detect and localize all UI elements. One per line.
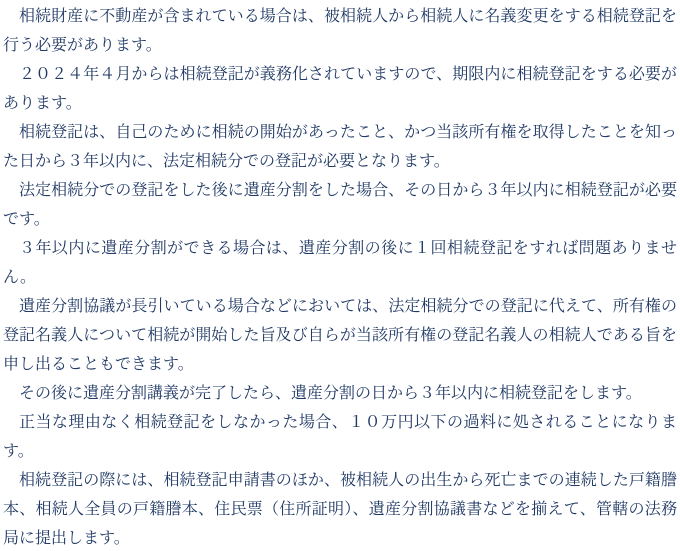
- paragraph: その後に遺産分割講義が完了したら、遺産分割の日から３年以内に相続登記をします。: [19, 385, 642, 402]
- paragraph: ２０２４年４月からは相続登記が義務化されていますので、期限内に相続登記をする必要があります。: [3, 66, 677, 112]
- paragraph: 相続登記の際には、相続登記申請書のほか、被相続人の出生から死亡までの連続した戸籍謄本、相続人全員の戸籍謄本、住民票（住所証明）、遺産分割協議書などを揃えて、管轄の法務局に提出します。: [3, 472, 677, 547]
- paragraph: 遺産分割協議が長引いている場合などにおいては、法定相続分での登記に代えて、所有権の登記名義人について相続が開始した旨及び自らが当該所有権の登記名義人の相続人である旨を申し出ることもできます。: [3, 298, 677, 373]
- paragraph: 正当な理由なく相続登記をしなかった場合、１０万円以下の過料に処されることになります。: [3, 414, 677, 460]
- paragraph: 相続登記は、自己のために相続の開始があったこと、かつ当該所有権を取得したことを知った日から３年以内に、法定相続分での登記が必要となります。: [3, 124, 677, 170]
- paragraph: ３年以内に遺産分割ができる場合は、遺産分割の後に１回相続登記をすれば問題ありません。: [3, 240, 677, 286]
- paragraph: 相続財産に不動産が含まれている場合は、被相続人から相続人に名義変更をする相続登記を行う必要があります。: [3, 8, 677, 54]
- paragraph: 法定相続分での登記をした後に遺産分割をした場合、その日から３年以内に相続登記が必要です。: [3, 182, 677, 228]
